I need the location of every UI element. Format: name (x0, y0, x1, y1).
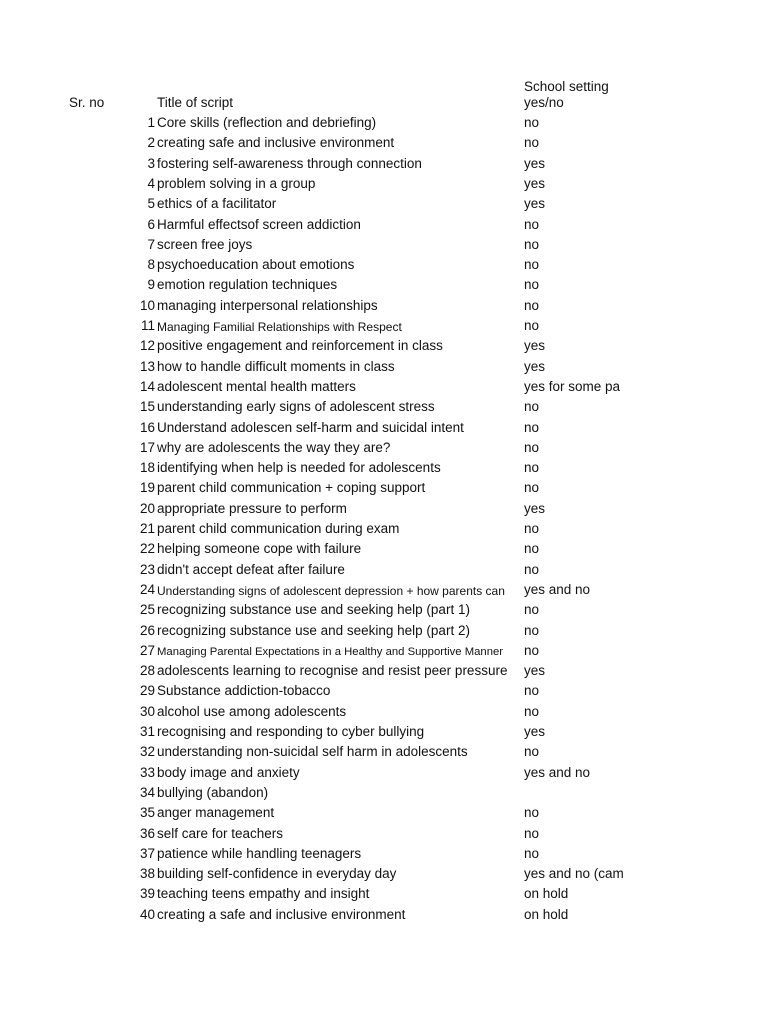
school-setting-value: no (524, 643, 540, 658)
script-title: adolescent mental health matters (157, 379, 356, 394)
school-setting-value: no (524, 460, 540, 475)
table-row (0, 135, 768, 155)
table-row (0, 460, 768, 480)
table-row (0, 521, 768, 541)
script-title: Substance addiction-tobacco (157, 683, 331, 698)
school-setting-value: no (524, 440, 540, 455)
script-title: Managing Parental Expectations in a Healthy and Supportive Manner (157, 646, 504, 658)
row-number: 9 (147, 277, 155, 292)
row-number: 39 (139, 886, 155, 901)
table-row (0, 886, 768, 906)
school-setting-value: yes (524, 176, 546, 191)
script-title: Harmful effectsof screen addiction (157, 217, 361, 232)
script-title: patience while handling teenagers (157, 846, 362, 861)
table-row (0, 176, 768, 196)
table-row (0, 562, 768, 582)
script-title: appropriate pressure to perform (157, 501, 347, 516)
script-title: Managing Familial Relationships with Respect (157, 320, 402, 334)
table-row (0, 765, 768, 785)
table-row (0, 846, 768, 866)
school-setting-value: no (524, 277, 540, 292)
row-number: 13 (139, 359, 155, 374)
script-title: helping someone cope with failure (157, 541, 362, 556)
script-title: Core skills (reflection and debriefing) (157, 115, 377, 130)
row-number: 32 (139, 744, 155, 759)
script-title: ethics of a facilitator (157, 196, 277, 211)
row-number: 27 (139, 643, 155, 658)
table-row (0, 683, 768, 703)
school-setting-value: no (524, 217, 540, 232)
row-number: 21 (139, 521, 155, 536)
school-setting-value: yes (524, 663, 546, 678)
script-title: how to handle difficult moments in class (157, 359, 395, 374)
table-row (0, 907, 768, 927)
row-number: 40 (139, 907, 155, 922)
script-title: creating safe and inclusive environment (157, 135, 395, 150)
table-row (0, 663, 768, 683)
script-title: building self-confidence in everyday day (157, 866, 397, 881)
table-row (0, 785, 768, 805)
row-number: 1 (147, 115, 155, 130)
school-setting-value: no (524, 237, 540, 252)
table-row (0, 298, 768, 318)
row-number: 5 (147, 196, 155, 211)
school-setting-value: no (524, 826, 540, 841)
script-title: teaching teens empathy and insight (157, 886, 370, 901)
row-number: 38 (139, 866, 155, 881)
script-title: anger management (157, 805, 275, 820)
script-title: fostering self-awareness through connection (157, 156, 422, 171)
row-number: 17 (139, 440, 155, 455)
table-row (0, 501, 768, 521)
school-setting-value: no (524, 623, 540, 638)
table-row (0, 866, 768, 886)
table-row (0, 805, 768, 825)
row-number: 30 (139, 704, 155, 719)
row-number: 4 (147, 176, 155, 191)
table-row (0, 541, 768, 561)
row-number: 15 (139, 399, 155, 414)
table-row (0, 379, 768, 399)
table-row (0, 643, 768, 663)
row-number: 37 (139, 846, 155, 861)
table-row (0, 420, 768, 440)
school-setting-value: yes and no (524, 582, 591, 597)
table-row (0, 115, 768, 135)
table-row (0, 623, 768, 643)
table-row (0, 440, 768, 460)
table-row (0, 257, 768, 277)
row-number: 28 (139, 663, 155, 678)
script-title: why are adolescents the way they are? (157, 440, 391, 455)
row-number: 2 (147, 135, 155, 150)
table-row (0, 399, 768, 419)
row-number: 12 (139, 338, 155, 353)
school-setting-value: yes (524, 724, 546, 739)
table-row (0, 582, 768, 602)
script-title: recognising and responding to cyber bullying (157, 724, 425, 739)
school-setting-value: yes (524, 196, 546, 211)
school-setting-value: no (524, 115, 540, 130)
table-row (0, 237, 768, 257)
row-number: 26 (139, 623, 155, 638)
row-number: 23 (139, 562, 155, 577)
school-setting-value: yes and no (524, 765, 591, 780)
table-row (0, 826, 768, 846)
table-row (0, 602, 768, 622)
row-number: 8 (147, 257, 155, 272)
school-setting-value: no (524, 318, 540, 333)
header-school-setting: School setting (524, 79, 609, 94)
row-number: 24 (139, 582, 155, 597)
school-setting-value: no (524, 744, 540, 759)
script-title: didn't accept defeat after failure (157, 562, 345, 577)
row-number: 36 (139, 826, 155, 841)
school-setting-value: no (524, 805, 540, 820)
school-setting-value: no (524, 704, 540, 719)
row-number: 16 (139, 420, 155, 435)
row-number: 6 (147, 217, 155, 232)
school-setting-value: no (524, 562, 540, 577)
school-setting-value: no (524, 420, 540, 435)
school-setting-value: yes (524, 501, 546, 516)
script-title: body image and anxiety (157, 765, 300, 780)
row-number: 3 (147, 156, 155, 171)
school-setting-value: no (524, 521, 540, 536)
row-number: 22 (139, 541, 155, 556)
script-title: self care for teachers (157, 826, 284, 841)
row-number: 7 (147, 237, 155, 252)
header-yes-no: yes/no (524, 95, 564, 110)
school-setting-value: no (524, 399, 540, 414)
school-setting-value: on hold (524, 907, 569, 922)
script-title: bullying (abandon) (157, 785, 269, 800)
script-title: understanding non-suicidal self harm in adolescents (157, 744, 468, 759)
row-number: 25 (139, 602, 155, 617)
script-title: emotion regulation techniques (157, 277, 338, 292)
school-setting-value: no (524, 298, 540, 313)
row-number: 11 (140, 318, 155, 333)
school-setting-value: yes (524, 156, 546, 171)
header-sr-no: Sr. no (69, 95, 105, 110)
script-title: Understanding signs of adolescent depression + how parents can (157, 584, 505, 598)
table-row (0, 480, 768, 500)
table-row (0, 196, 768, 216)
table-row (0, 318, 768, 338)
table-row (0, 338, 768, 358)
row-number: 31 (139, 724, 155, 739)
script-title: Understand adolescen self-harm and suicidal intent (157, 420, 464, 435)
row-number: 33 (139, 765, 155, 780)
school-setting-value: on hold (524, 886, 569, 901)
script-title: managing interpersonal relationships (157, 298, 378, 313)
school-setting-value: yes (524, 359, 546, 374)
school-setting-value: no (524, 135, 540, 150)
school-setting-value: yes (524, 338, 546, 353)
script-title: psychoeducation about emotions (157, 257, 355, 272)
script-title: positive engagement and reinforcement in class (157, 338, 443, 353)
script-title: adolescents learning to recognise and resist peer pressure (157, 663, 508, 678)
script-title: creating a safe and inclusive environment (157, 907, 406, 922)
school-setting-value: yes for some pa (524, 379, 621, 394)
school-setting-value: no (524, 257, 540, 272)
school-setting-value: no (524, 541, 540, 556)
script-title: recognizing substance use and seeking help (part 2) (157, 623, 470, 638)
table-row (0, 277, 768, 297)
script-title: problem solving in a group (157, 176, 316, 191)
row-number: 18 (139, 460, 155, 475)
row-number: 10 (139, 298, 155, 313)
school-setting-value: no (524, 480, 540, 495)
row-number: 20 (139, 501, 155, 516)
script-title: parent child communication + coping support (157, 480, 426, 495)
row-number: 35 (139, 805, 155, 820)
script-title: alcohol use among adolescents (157, 704, 347, 719)
school-setting-value: no (524, 846, 540, 861)
school-setting-value: no (524, 683, 540, 698)
script-title: recognizing substance use and seeking help (part 1) (157, 602, 470, 617)
row-number: 19 (139, 480, 155, 495)
script-title: screen free joys (157, 237, 253, 252)
school-setting-value: no (524, 602, 540, 617)
table-row (0, 704, 768, 724)
header-title-of-script: Title of script (157, 95, 234, 110)
table-row (0, 156, 768, 176)
script-title: identifying when help is needed for adolescents (157, 460, 441, 475)
table-row (0, 724, 768, 744)
script-title: understanding early signs of adolescent stress (157, 399, 435, 414)
row-number: 14 (139, 379, 155, 394)
script-title: parent child communication during exam (157, 521, 400, 536)
table-row (0, 359, 768, 379)
row-number: 34 (139, 785, 155, 800)
school-setting-value: yes and no (cam (524, 866, 624, 881)
table-row (0, 744, 768, 764)
table-row (0, 217, 768, 237)
row-number: 29 (139, 683, 155, 698)
